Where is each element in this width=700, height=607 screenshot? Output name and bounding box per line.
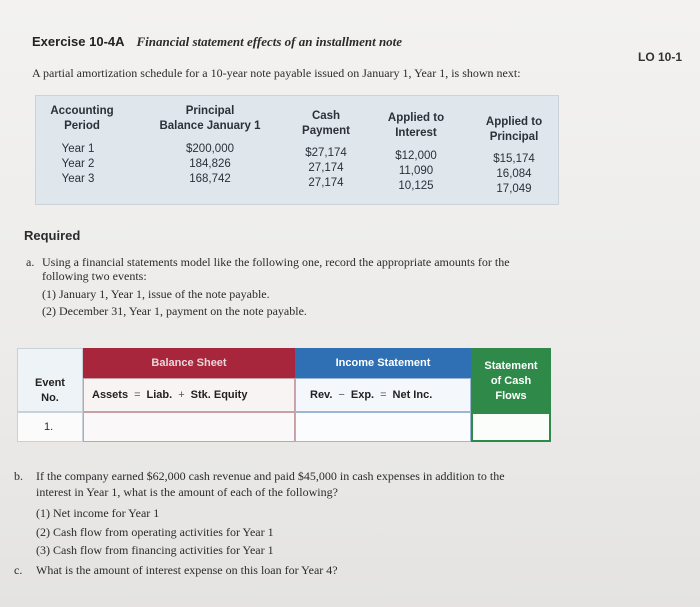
part-a-event-2: (2) December 31, Year 1, payment on the note payable. [42, 304, 307, 318]
cash-payment-column: $27,174 27,174 27,174 [305, 147, 347, 189]
header-cash-payment: Cash Payment [302, 110, 350, 137]
exercise-name: Financial statement effects of an installment note [136, 34, 403, 49]
event-row-1-cash-flow-cell [471, 412, 551, 442]
applied-interest-column: $12,000 11,090 10,125 [395, 150, 437, 192]
part-b-label: b. [14, 469, 23, 483]
period-column: Year 1 Year 2 Year 3 [61, 143, 95, 185]
balance-sheet-header: Balance Sheet [83, 348, 295, 378]
exercise-number: Exercise 10-4A [32, 34, 125, 49]
part-b-text-2: interest in Year 1, what is the amount of each of the following? [36, 485, 338, 499]
financial-statements-model [17, 348, 551, 442]
part-a-text-2: following two events: [42, 269, 147, 283]
header-applied-interest: Applied to Interest [387, 112, 445, 139]
balance-sheet-equation: Assets = Liab. + Stk. Equity [83, 378, 295, 412]
part-a-text-1: Using a financial statements model like the following one, record the appropriate amounts for the [42, 255, 510, 269]
amortization-schedule [35, 95, 559, 205]
exercise-intro: A partial amortization schedule for a 10-year note payable issued on January 1, Year 1, is shown next: [32, 66, 521, 80]
applied-principal-column: $15,174 16,084 17,049 [493, 153, 535, 195]
event-row-1-balance-sheet-cell [83, 412, 295, 442]
header-applied-principal: Applied to Principal [485, 116, 543, 143]
header-principal-balance: Principal Balance January 1 [159, 105, 261, 132]
liabilities-label: Liab. [146, 389, 173, 401]
part-b-item-1: (1) Net income for Year 1 [36, 506, 160, 520]
event-row-1-income-statement-cell [295, 412, 471, 442]
revenue-label: Rev. [310, 389, 333, 401]
part-b-item-3: (3) Cash flow from financing activities for Year 1 [36, 543, 274, 557]
part-c-text: What is the amount of interest expense on this loan for Year 4? [36, 563, 338, 577]
principal-balance-column: $200,000 184,826 168,742 [186, 143, 234, 185]
event-row-1-number: 1. [17, 412, 83, 442]
required-heading: Required [24, 228, 81, 243]
income-statement-header: Income Statement [295, 348, 471, 378]
exercise-title [32, 34, 402, 50]
event-number-header: Event No. [17, 348, 83, 412]
learning-objective-label: LO 10-1 [637, 50, 682, 64]
stock-equity-label: Stk. Equity [190, 389, 248, 401]
part-b-item-2: (2) Cash flow from operating activities for Year 1 [36, 525, 274, 539]
cash-flows-header: Statement of Cash Flows [471, 348, 551, 412]
expense-label: Exp. [350, 389, 375, 401]
income-statement-equation: Rev. − Exp. = Net Inc. [295, 378, 471, 412]
part-b-text-1: If the company earned $62,000 cash revenue and paid $45,000 in cash expenses in addition to the [36, 469, 505, 483]
part-a-label: a. [26, 255, 35, 269]
part-a-event-1: (1) January 1, Year 1, issue of the note payable. [42, 287, 270, 301]
assets-label: Assets [92, 389, 129, 401]
header-accounting-period: Accounting Period [50, 105, 114, 132]
part-c-label: c. [14, 563, 23, 577]
net-income-label: Net Inc. [392, 389, 433, 401]
